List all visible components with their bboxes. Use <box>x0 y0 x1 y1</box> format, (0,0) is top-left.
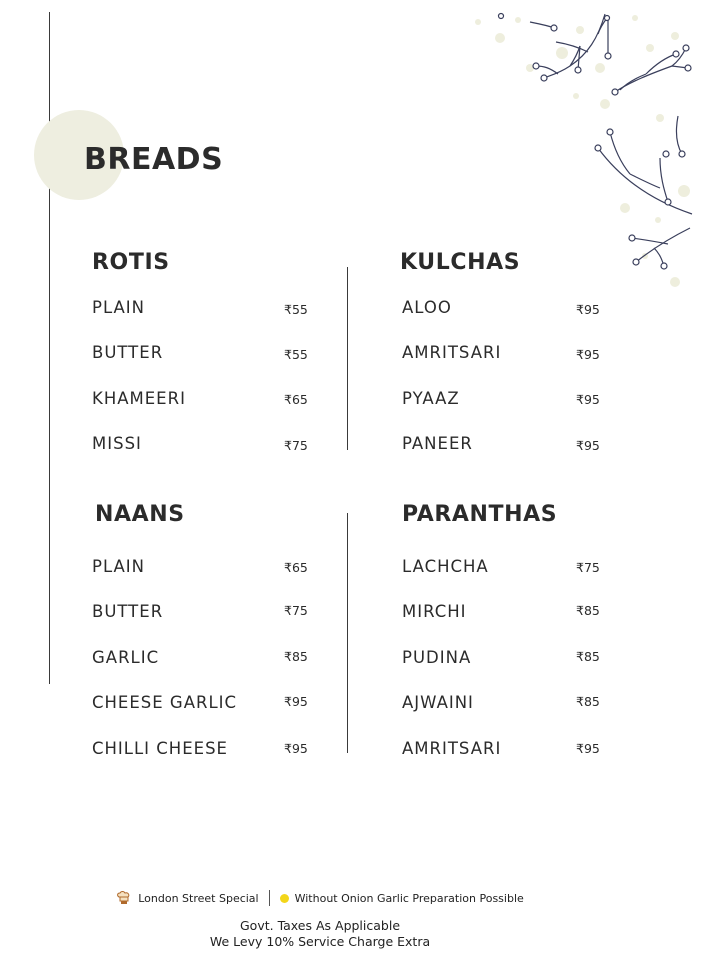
page-title: BREADS <box>84 142 224 177</box>
column-divider-top <box>347 267 348 450</box>
menu-item-name: AMRITSARI <box>402 343 502 362</box>
menu-item-name: PLAIN <box>92 557 146 576</box>
menu-item-name: BUTTER <box>92 602 164 621</box>
menu-item-price: ₹75 <box>576 560 600 575</box>
section-title: KULCHAS <box>400 250 521 275</box>
chef-hat-icon <box>116 890 132 906</box>
menu-item-name: LACHCHA <box>402 557 489 576</box>
menu-item-price: ₹75 <box>284 603 308 618</box>
menu-item-name: MISSI <box>92 434 142 453</box>
menu-item-name: KHAMEERI <box>92 389 186 408</box>
menu-item-name: MIRCHI <box>402 602 467 621</box>
menu-item-name: PUDINA <box>402 648 472 667</box>
left-divider <box>49 12 50 684</box>
service-charge-note: We Levy 10% Service Charge Extra <box>209 934 431 949</box>
menu-item-price: ₹55 <box>284 347 308 362</box>
menu-item-name: AMRITSARI <box>402 739 502 758</box>
section-title: NAANS <box>95 502 185 527</box>
menu-item-name: CHEESE GARLIC <box>92 693 238 712</box>
menu-item-price: ₹95 <box>576 392 600 407</box>
section-title: ROTIS <box>92 250 170 275</box>
menu-item-price: ₹75 <box>284 438 308 453</box>
legend-no-onion-label: Without Onion Garlic Preparation Possible <box>294 891 524 905</box>
menu-item-name: AJWAINI <box>402 693 474 712</box>
menu-item-price: ₹85 <box>284 649 308 664</box>
menu-item-price: ₹95 <box>576 347 600 362</box>
menu-item-price: ₹85 <box>576 603 600 618</box>
menu-item-name: ALOO <box>402 298 452 317</box>
menu-item-name: GARLIC <box>92 648 160 667</box>
menu-item-name: CHILLI CHEESE <box>92 739 228 758</box>
menu-item-name: PLAIN <box>92 298 146 317</box>
menu-item-price: ₹95 <box>576 302 600 317</box>
menu-item-price: ₹65 <box>284 392 308 407</box>
menu-item-price: ₹85 <box>576 649 600 664</box>
section-title: PARANTHAS <box>402 502 558 527</box>
legend-separator <box>269 890 270 906</box>
menu-item-price: ₹55 <box>284 302 308 317</box>
menu-item-name: BUTTER <box>92 343 164 362</box>
menu-item-price: ₹85 <box>576 694 600 709</box>
footer-legend <box>0 890 640 906</box>
menu-item-price: ₹95 <box>576 438 600 453</box>
menu-item-price: ₹95 <box>284 741 308 756</box>
menu-item-price: ₹95 <box>576 741 600 756</box>
yellow-dot-icon <box>280 894 289 903</box>
taxes-note: Govt. Taxes As Applicable <box>239 918 401 933</box>
menu-item-name: PANEER <box>402 434 473 453</box>
menu-item-price: ₹95 <box>284 694 308 709</box>
menu-item-price: ₹65 <box>284 560 308 575</box>
column-divider-bottom <box>347 513 348 753</box>
legend-special-label: London Street Special <box>138 891 259 905</box>
menu-item-name: PYAAZ <box>402 389 460 408</box>
